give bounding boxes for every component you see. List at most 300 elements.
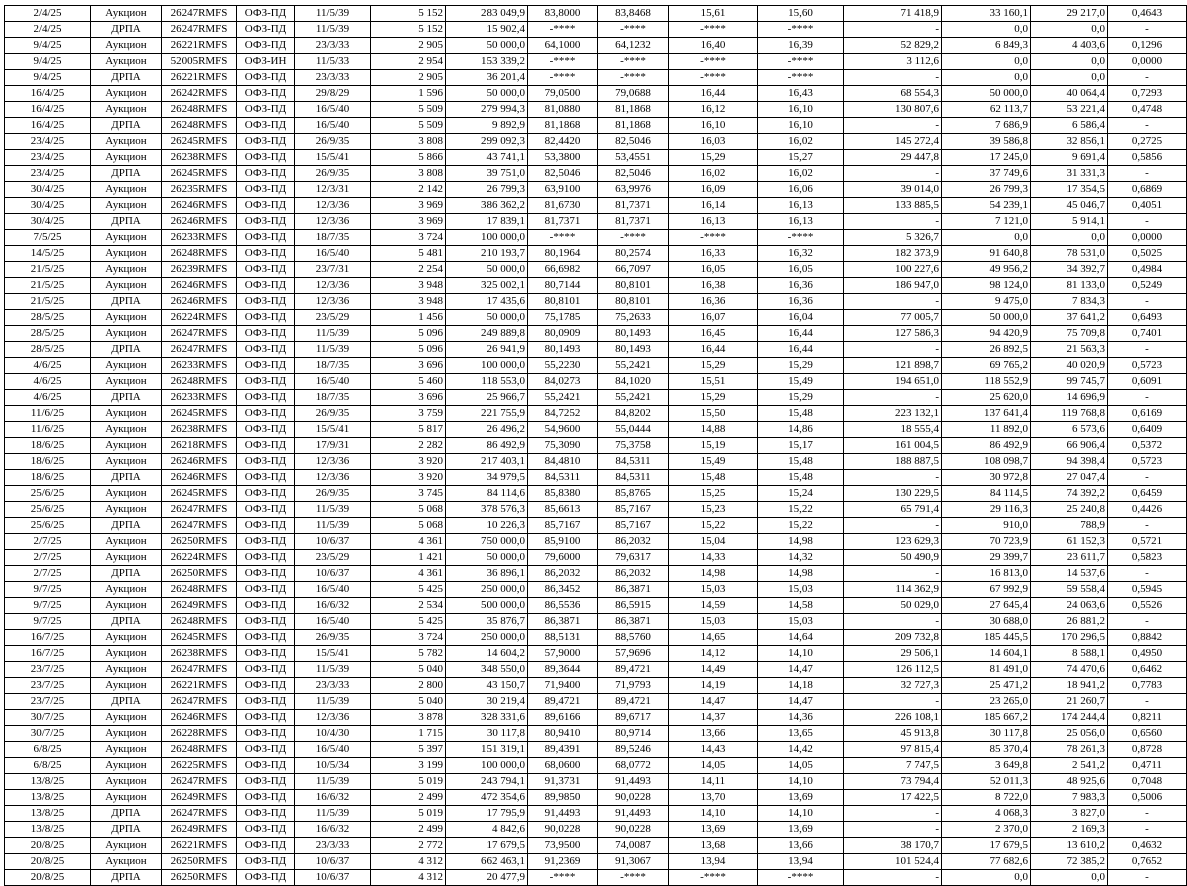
cell-placed_value: 21 260,7 [1031,694,1108,710]
cell-demand: 39 014,0 [844,182,942,198]
cell-max_yield: 14,98 [669,566,758,582]
cell-days: 2 800 [371,678,446,694]
cell-code: 26247RMFS [162,774,237,790]
cell-days: 5 152 [371,6,446,22]
cell-type: ДРПА [91,518,162,534]
cell-ratio: 0,2725 [1108,134,1187,150]
cell-demand: - [844,342,942,358]
cell-demand: - [844,166,942,182]
cell-offered: 35 876,7 [446,614,528,630]
cell-maturity: 16/5/40 [295,582,371,598]
cell-max_yield: 16,03 [669,134,758,150]
cell-type: ДРПА [91,390,162,406]
cell-min_price: 73,9500 [528,838,598,854]
cell-avg_price: 66,7097 [598,262,669,278]
cell-min_price: 86,5536 [528,598,598,614]
cell-maturity: 12/3/36 [295,278,371,294]
cell-placed_nominal: 52 011,3 [942,774,1031,790]
cell-placed_value: 81 133,0 [1031,278,1108,294]
cell-days: 3 878 [371,710,446,726]
cell-offered: 50 000,0 [446,38,528,54]
cell-avg_price: 81,7371 [598,198,669,214]
cell-min_price: 55,2230 [528,358,598,374]
cell-days: 1 456 [371,310,446,326]
cell-bond: ОФЗ-ПД [237,390,295,406]
cell-type: Аукцион [91,486,162,502]
cell-avg_yield: 14,05 [758,758,844,774]
cell-days: 2 142 [371,182,446,198]
cell-type: Аукцион [91,774,162,790]
cell-days: 5 068 [371,502,446,518]
cell-offered: 100 000,0 [446,230,528,246]
cell-maturity: 11/5/39 [295,22,371,38]
cell-days: 2 282 [371,438,446,454]
cell-placed_nominal: 7 686,9 [942,118,1031,134]
cell-demand: - [844,870,942,886]
cell-code: 26239RMFS [162,262,237,278]
cell-date: 25/6/25 [5,518,91,534]
cell-date: 28/5/25 [5,310,91,326]
cell-maturity: 18/7/35 [295,230,371,246]
cell-avg_price: 74,0087 [598,838,669,854]
cell-placed_nominal: 62 113,7 [942,102,1031,118]
auction-results-table [4,5,1187,886]
cell-placed_value: 119 768,8 [1031,406,1108,422]
cell-avg_price: 82,5046 [598,166,669,182]
cell-max_yield: 15,61 [669,6,758,22]
cell-ratio: 0,6869 [1108,182,1187,198]
cell-ratio: 0,6169 [1108,406,1187,422]
cell-avg_price: 81,1868 [598,102,669,118]
cell-avg_yield: 14,18 [758,678,844,694]
cell-max_yield: 14,11 [669,774,758,790]
cell-days: 3 199 [371,758,446,774]
cell-maturity: 23/5/29 [295,550,371,566]
cell-ratio: - [1108,166,1187,182]
cell-placed_nominal: 91 640,8 [942,246,1031,262]
cell-bond: ОФЗ-ПД [237,710,295,726]
cell-demand: 18 555,4 [844,422,942,438]
cell-days: 5 481 [371,246,446,262]
cell-type: Аукцион [91,838,162,854]
cell-placed_nominal: 50 000,0 [942,86,1031,102]
cell-days: 3 948 [371,278,446,294]
cell-maturity: 11/5/39 [295,326,371,342]
cell-min_price: 82,4420 [528,134,598,150]
cell-date: 28/5/25 [5,326,91,342]
cell-placed_nominal: 49 956,2 [942,262,1031,278]
cell-offered: 86 492,9 [446,438,528,454]
cell-min_price: 80,0909 [528,326,598,342]
cell-demand: 121 898,7 [844,358,942,374]
cell-type: Аукцион [91,86,162,102]
cell-placed_nominal: 3 649,8 [942,758,1031,774]
cell-avg_yield: 16,43 [758,86,844,102]
cell-maturity: 23/3/33 [295,838,371,854]
cell-placed_nominal: 27 645,4 [942,598,1031,614]
cell-min_price: 91,2369 [528,854,598,870]
cell-demand: 50 490,9 [844,550,942,566]
cell-bond: ОФЗ-ПД [237,230,295,246]
cell-type: Аукцион [91,662,162,678]
cell-avg_price: 91,3067 [598,854,669,870]
cell-placed_nominal: 81 491,0 [942,662,1031,678]
table-row [5,134,1187,150]
cell-code: 26248RMFS [162,742,237,758]
cell-max_yield: 15,50 [669,406,758,422]
cell-placed_nominal: 17 679,5 [942,838,1031,854]
cell-ratio: 0,6091 [1108,374,1187,390]
cell-placed_nominal: 137 641,4 [942,406,1031,422]
cell-code: 26245RMFS [162,134,237,150]
cell-offered: 50 000,0 [446,550,528,566]
cell-demand: 100 227,6 [844,262,942,278]
cell-type: ДРПА [91,70,162,86]
cell-min_price: 84,0273 [528,374,598,390]
table-body [5,6,1187,886]
cell-min_price: 53,3800 [528,150,598,166]
cell-code: 26245RMFS [162,406,237,422]
table-row [5,854,1187,870]
cell-type: Аукцион [91,374,162,390]
cell-min_price: 86,3871 [528,614,598,630]
cell-placed_value: 9 691,4 [1031,150,1108,166]
cell-days: 5 068 [371,518,446,534]
table-row [5,870,1187,886]
table-row [5,342,1187,358]
cell-days: 2 772 [371,838,446,854]
cell-placed_nominal: 50 000,0 [942,310,1031,326]
cell-date: 9/7/25 [5,582,91,598]
cell-avg_yield: 16,02 [758,134,844,150]
cell-offered: 221 755,9 [446,406,528,422]
cell-avg_yield: 15,48 [758,470,844,486]
cell-min_price: 88,5131 [528,630,598,646]
cell-placed_nominal: 84 114,5 [942,486,1031,502]
cell-type: Аукцион [91,790,162,806]
cell-days: 4 361 [371,534,446,550]
cell-bond: ОФЗ-ПД [237,790,295,806]
cell-avg_yield: 15,49 [758,374,844,390]
cell-placed_value: 53 221,4 [1031,102,1108,118]
cell-min_price: 86,2032 [528,566,598,582]
cell-placed_value: 26 881,2 [1031,614,1108,630]
cell-placed_value: 27 047,4 [1031,470,1108,486]
cell-date: 13/8/25 [5,790,91,806]
cell-days: 3 920 [371,470,446,486]
cell-placed_nominal: 6 849,3 [942,38,1031,54]
cell-max_yield: 15,04 [669,534,758,550]
cell-placed_nominal: 67 992,9 [942,582,1031,598]
cell-days: 2 499 [371,822,446,838]
cell-ratio: 0,4950 [1108,646,1187,662]
cell-demand: - [844,118,942,134]
cell-demand: 130 807,6 [844,102,942,118]
cell-avg_price: 80,1493 [598,326,669,342]
cell-max_yield: 14,43 [669,742,758,758]
cell-placed_nominal: 9 475,0 [942,294,1031,310]
cell-maturity: 23/7/31 [295,262,371,278]
cell-ratio: 0,5945 [1108,582,1187,598]
cell-maturity: 26/9/35 [295,486,371,502]
cell-bond: ОФЗ-ПД [237,838,295,854]
cell-maturity: 10/4/30 [295,726,371,742]
cell-placed_nominal: 25 471,2 [942,678,1031,694]
table-row [5,246,1187,262]
cell-max_yield: 15,51 [669,374,758,390]
cell-code: 26247RMFS [162,6,237,22]
cell-type: Аукцион [91,358,162,374]
cell-demand: - [844,22,942,38]
cell-avg_price: 84,1020 [598,374,669,390]
cell-demand: 126 112,5 [844,662,942,678]
cell-placed_value: 0,0 [1031,70,1108,86]
table-row [5,774,1187,790]
cell-avg_yield: -**** [758,54,844,70]
cell-date: 2/4/25 [5,6,91,22]
cell-avg_price: 86,5915 [598,598,669,614]
cell-avg_price: 89,5246 [598,742,669,758]
cell-days: 5 096 [371,342,446,358]
table-row [5,582,1187,598]
cell-demand: 17 422,5 [844,790,942,806]
cell-placed_nominal: 118 552,9 [942,374,1031,390]
cell-demand: 223 132,1 [844,406,942,422]
cell-min_price: 80,7144 [528,278,598,294]
cell-demand: 32 727,3 [844,678,942,694]
cell-date: 18/6/25 [5,454,91,470]
table-row [5,358,1187,374]
cell-maturity: 12/3/36 [295,294,371,310]
cell-demand: - [844,694,942,710]
cell-days: 3 696 [371,390,446,406]
cell-type: ДРПА [91,614,162,630]
cell-date: 16/4/25 [5,102,91,118]
table-row [5,374,1187,390]
cell-min_price: 71,9400 [528,678,598,694]
cell-min_price: -**** [528,70,598,86]
cell-offered: 15 902,4 [446,22,528,38]
cell-days: 4 312 [371,854,446,870]
cell-ratio: 0,7652 [1108,854,1187,870]
cell-demand: 5 326,7 [844,230,942,246]
cell-avg_yield: 14,36 [758,710,844,726]
cell-date: 6/8/25 [5,742,91,758]
cell-date: 18/6/25 [5,470,91,486]
cell-ratio: 0,0000 [1108,54,1187,70]
cell-type: Аукцион [91,406,162,422]
cell-avg_yield: 16,32 [758,246,844,262]
cell-ratio: 0,1296 [1108,38,1187,54]
cell-demand: 186 947,0 [844,278,942,294]
cell-placed_nominal: 910,0 [942,518,1031,534]
cell-avg_yield: 14,10 [758,774,844,790]
cell-type: ДРПА [91,806,162,822]
cell-code: 26247RMFS [162,342,237,358]
cell-avg_price: 86,2032 [598,566,669,582]
cell-min_price: 57,9000 [528,646,598,662]
cell-max_yield: 14,10 [669,806,758,822]
table-row [5,534,1187,550]
cell-demand: 226 108,1 [844,710,942,726]
table-row [5,614,1187,630]
cell-ratio: 0,7401 [1108,326,1187,342]
table-row [5,54,1187,70]
cell-bond: ОФЗ-ПД [237,630,295,646]
cell-avg_yield: -**** [758,22,844,38]
cell-days: 3 969 [371,214,446,230]
cell-placed_value: 0,0 [1031,870,1108,886]
cell-min_price: 89,9850 [528,790,598,806]
cell-placed_nominal: 70 723,9 [942,534,1031,550]
cell-type: Аукцион [91,326,162,342]
cell-demand: 7 747,5 [844,758,942,774]
cell-offered: 217 403,1 [446,454,528,470]
cell-avg_price: 85,7167 [598,518,669,534]
cell-demand: 68 554,3 [844,86,942,102]
table-row [5,262,1187,278]
cell-avg_price: 53,4551 [598,150,669,166]
cell-offered: 153 339,2 [446,54,528,70]
cell-min_price: -**** [528,870,598,886]
cell-date: 2/4/25 [5,22,91,38]
cell-avg_yield: -**** [758,870,844,886]
cell-ratio: 0,4426 [1108,502,1187,518]
cell-placed_value: 31 331,3 [1031,166,1108,182]
cell-ratio: 0,5372 [1108,438,1187,454]
cell-avg_price: 89,4721 [598,694,669,710]
cell-offered: 100 000,0 [446,758,528,774]
cell-maturity: 29/8/29 [295,86,371,102]
cell-maturity: 16/5/40 [295,742,371,758]
cell-days: 3 745 [371,486,446,502]
cell-demand: 29 506,1 [844,646,942,662]
cell-placed_value: 25 240,8 [1031,502,1108,518]
cell-avg_yield: 14,10 [758,646,844,662]
cell-bond: ОФЗ-ПД [237,534,295,550]
cell-type: Аукцион [91,726,162,742]
cell-avg_price: 86,3871 [598,614,669,630]
cell-min_price: 79,6000 [528,550,598,566]
cell-days: 2 905 [371,38,446,54]
cell-min_price: 89,4721 [528,694,598,710]
cell-offered: 17 839,1 [446,214,528,230]
cell-min_price: 79,0500 [528,86,598,102]
table-row [5,22,1187,38]
cell-date: 20/8/25 [5,854,91,870]
cell-placed_value: 29 217,0 [1031,6,1108,22]
cell-avg_yield: 15,24 [758,486,844,502]
cell-placed_nominal: 33 160,1 [942,6,1031,22]
cell-bond: ОФЗ-ПД [237,518,295,534]
cell-type: Аукцион [91,582,162,598]
cell-days: 5 866 [371,150,446,166]
cell-ratio: 0,5823 [1108,550,1187,566]
cell-max_yield: 16,05 [669,262,758,278]
cell-ratio: 0,7293 [1108,86,1187,102]
cell-min_price: 91,3731 [528,774,598,790]
cell-placed_value: 5 914,1 [1031,214,1108,230]
cell-type: Аукцион [91,854,162,870]
cell-avg_price: -**** [598,22,669,38]
cell-bond: ОФЗ-ПД [237,870,295,886]
table-row [5,214,1187,230]
cell-bond: ОФЗ-ПД [237,742,295,758]
table-row [5,310,1187,326]
cell-placed_nominal: 69 765,2 [942,358,1031,374]
cell-type: Аукцион [91,230,162,246]
cell-date: 23/4/25 [5,166,91,182]
cell-avg_yield: 16,10 [758,118,844,134]
cell-max_yield: 14,49 [669,662,758,678]
cell-code: 26245RMFS [162,166,237,182]
cell-max_yield: 13,70 [669,790,758,806]
cell-avg_yield: 15,17 [758,438,844,454]
cell-type: Аукцион [91,630,162,646]
cell-days: 1 421 [371,550,446,566]
cell-max_yield: 14,47 [669,694,758,710]
cell-placed_nominal: 0,0 [942,22,1031,38]
cell-code: 26238RMFS [162,422,237,438]
cell-placed_value: 66 906,4 [1031,438,1108,454]
cell-offered: 118 553,0 [446,374,528,390]
cell-avg_price: 79,6317 [598,550,669,566]
cell-days: 3 696 [371,358,446,374]
cell-placed_nominal: 185 667,2 [942,710,1031,726]
cell-maturity: 12/3/36 [295,214,371,230]
table-row [5,646,1187,662]
cell-max_yield: 16,44 [669,86,758,102]
cell-avg_yield: 16,44 [758,326,844,342]
cell-offered: 662 463,1 [446,854,528,870]
cell-max_yield: 13,66 [669,726,758,742]
cell-bond: ОФЗ-ПД [237,470,295,486]
cell-placed_value: 170 296,5 [1031,630,1108,646]
cell-code: 26250RMFS [162,534,237,550]
cell-avg_yield: 15,29 [758,358,844,374]
cell-avg_yield: 13,94 [758,854,844,870]
cell-avg_price: 68,0772 [598,758,669,774]
cell-days: 5 040 [371,662,446,678]
cell-min_price: 86,3452 [528,582,598,598]
cell-days: 1 715 [371,726,446,742]
cell-type: Аукцион [91,182,162,198]
cell-bond: ОФЗ-ПД [237,166,295,182]
cell-maturity: 15/5/41 [295,646,371,662]
cell-maturity: 10/5/34 [295,758,371,774]
cell-days: 5 509 [371,118,446,134]
cell-offered: 26 799,3 [446,182,528,198]
cell-max_yield: 15,29 [669,390,758,406]
cell-code: 26238RMFS [162,150,237,166]
cell-max_yield: 14,59 [669,598,758,614]
cell-avg_price: 83,8468 [598,6,669,22]
cell-code: 26233RMFS [162,230,237,246]
cell-demand: 73 794,4 [844,774,942,790]
cell-avg_price: 86,2032 [598,534,669,550]
cell-bond: ОФЗ-ПД [237,422,295,438]
cell-days: 3 920 [371,454,446,470]
cell-demand: 45 913,8 [844,726,942,742]
cell-days: 3 969 [371,198,446,214]
cell-placed_value: 0,0 [1031,22,1108,38]
cell-days: 2 534 [371,598,446,614]
cell-placed_value: 8 588,1 [1031,646,1108,662]
cell-placed_value: 2 541,2 [1031,758,1108,774]
cell-offered: 348 550,0 [446,662,528,678]
cell-avg_yield: 14,64 [758,630,844,646]
cell-days: 5 782 [371,646,446,662]
